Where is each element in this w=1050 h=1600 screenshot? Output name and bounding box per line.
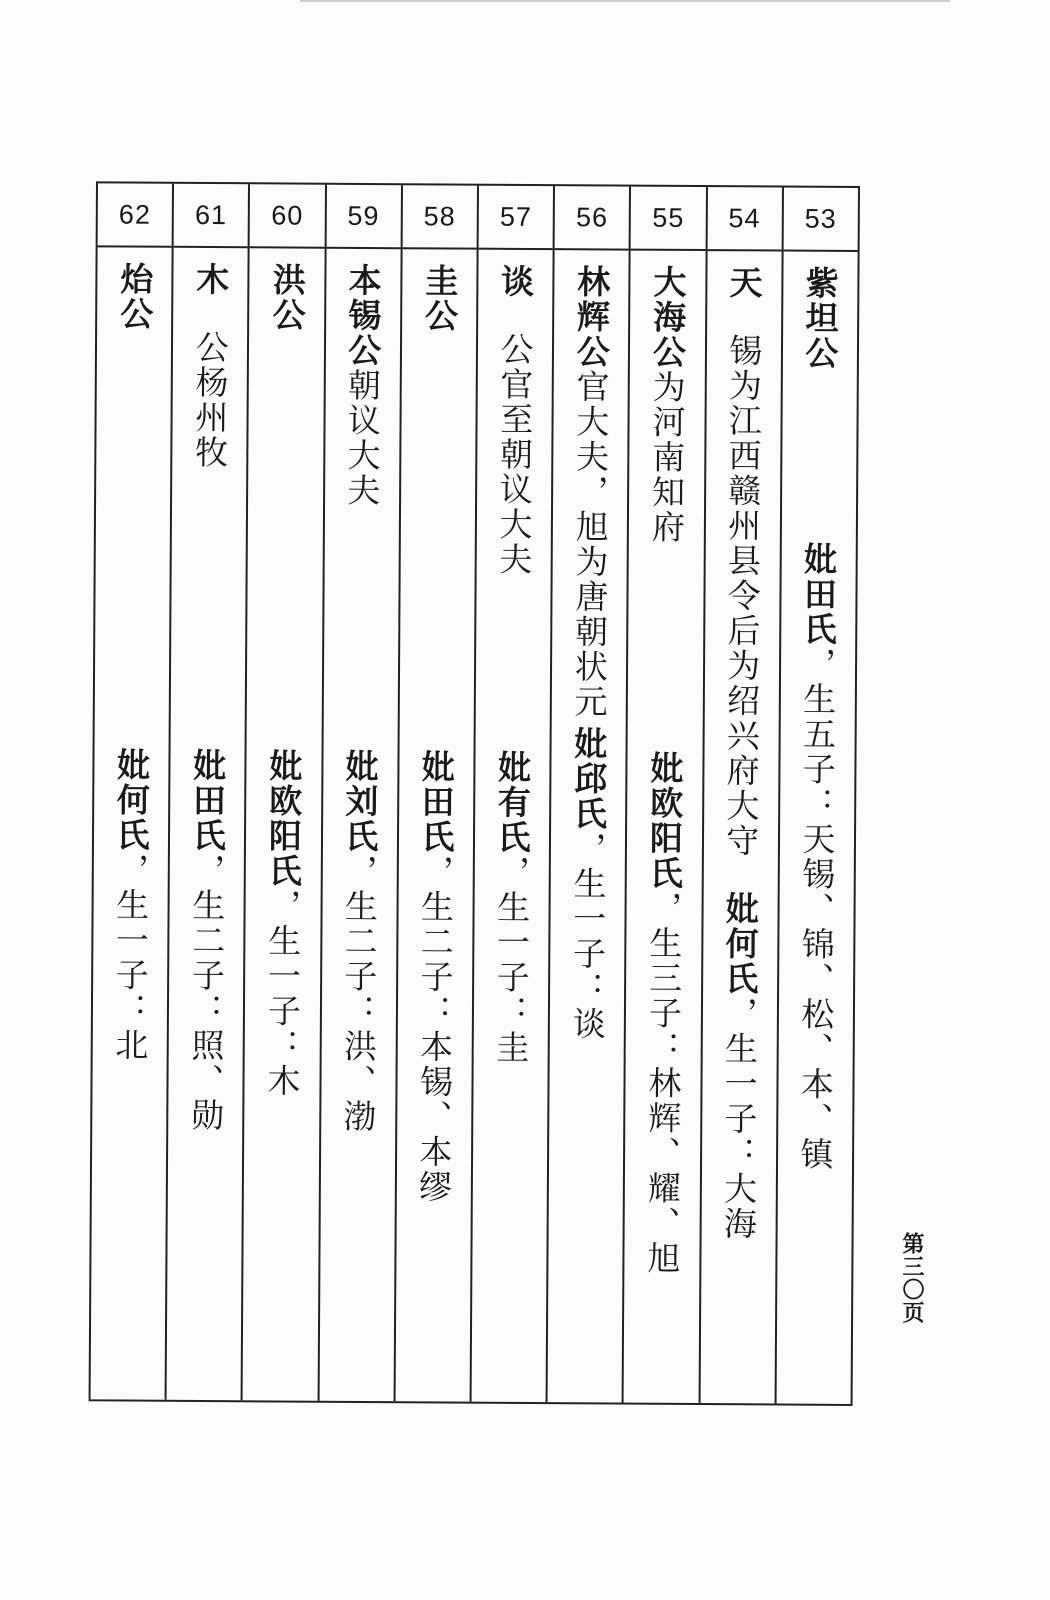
generation-body [700,251,781,1403]
generation-number: 58 [402,185,477,249]
ancestor-name: 炲公 [115,261,155,332]
generation-number: 62 [98,183,173,247]
generation-body [624,251,705,1403]
generation-number: 54 [707,187,782,251]
generation-body [472,250,553,1402]
children-text: ，生三子：林辉、耀、旭 [642,890,684,1276]
ancestor-name-with-title [342,262,383,509]
spouse-name: 妣田氏 [798,541,839,647]
ancestor-description: 朝议大夫 [342,367,383,509]
ancestor-description: 公杨州牧 [190,329,230,471]
spouse-name: 妣田氏 [187,747,228,854]
spouse-name: 妣刘氏 [340,748,380,855]
spouse-entry [185,747,228,1134]
generation-number: 60 [250,184,325,248]
spouse-entry [718,891,760,1242]
generation-column-62 [91,183,173,1399]
ancestor-description: 官大夫，旭为唐朝状元 [569,369,611,720]
ancestor-name: 木 [191,261,231,298]
spouse-entry [262,748,304,1099]
children-text: ，生一子：北 [110,852,151,1063]
generation-column-60 [241,184,325,1400]
generation-body [395,249,476,1401]
ancestor-description: 锡为江西赣州县令后为绍兴府大守 [721,333,764,859]
children-text: ，生一子：木 [262,888,303,1099]
spouse-name: 妣何氏 [111,747,152,853]
spouse-name: 妣有氏 [492,749,533,856]
spouse-entry [491,749,533,1066]
generation-number: 55 [631,187,706,251]
ancestor-name-with-title [569,264,612,720]
spouse-entry [795,541,839,1172]
generation-column-55 [622,187,706,1403]
ancestor-name-with-title [646,264,688,545]
children-text: ，生五子：天锡、锦、松、本、镇 [795,646,838,1172]
generation-column-57 [470,186,554,1402]
generation-column-61 [165,184,249,1400]
generation-column-59 [317,185,401,1401]
generation-body [243,248,324,1400]
generation-number: 61 [174,184,249,248]
generation-number: 53 [783,188,858,252]
generation-column-53 [774,188,858,1404]
ancestor-name: 紫坦公 [800,265,840,371]
ancestor-description: 为河南知府 [646,369,687,545]
ancestor-name: 大海公 [647,264,688,370]
ancestor-name: 天 [724,265,764,301]
spouse-entry [110,747,152,1063]
generation-number: 57 [479,186,554,250]
generation-column-56 [546,186,630,1402]
spouse-name: 妣欧阳氏 [644,750,685,891]
children-text: ，生一子：圭 [491,854,532,1066]
ancestor-description: 公官至朝议大夫 [494,331,535,578]
page-number: 第三〇页 [899,1232,924,1324]
spouse-entry [338,748,380,1135]
children-text: ，生二子：洪、渤 [338,853,380,1135]
generation-body [167,248,248,1400]
spouse-entry [642,750,685,1276]
generation-body [548,250,629,1402]
generation-column-54 [698,187,782,1403]
ancestor-name: 谈 [495,263,536,300]
spouse-name: 妣田氏 [416,749,456,855]
children-text: ，生二子：本锡、本缪 [414,854,456,1205]
ancestor-name: 本锡公 [343,262,383,369]
ancestor-name: 林辉公 [571,264,612,370]
generation-column-58 [393,185,477,1401]
children-text: ，生一子：谈 [567,831,608,1042]
ancestor-name: 洪公 [267,262,307,333]
children-text: ，生一子：大海 [718,996,760,1242]
spouse-name: 妣欧阳氏 [263,748,304,889]
ancestor-name: 圭公 [419,263,460,334]
generation-number: 56 [555,186,630,250]
generation-number: 59 [326,185,401,249]
generation-body [776,252,857,1404]
genealogy-table [89,181,860,1406]
children-text: ，生二子：照、勋 [185,852,227,1134]
scan-edge [300,0,950,2]
spouse-entry [567,726,609,1042]
spouse-entry [414,749,456,1205]
spouse-name: 妣邱氏 [568,726,609,832]
generation-body [91,247,172,1399]
spouse-name: 妣何氏 [720,891,760,997]
generation-body [319,249,400,1401]
